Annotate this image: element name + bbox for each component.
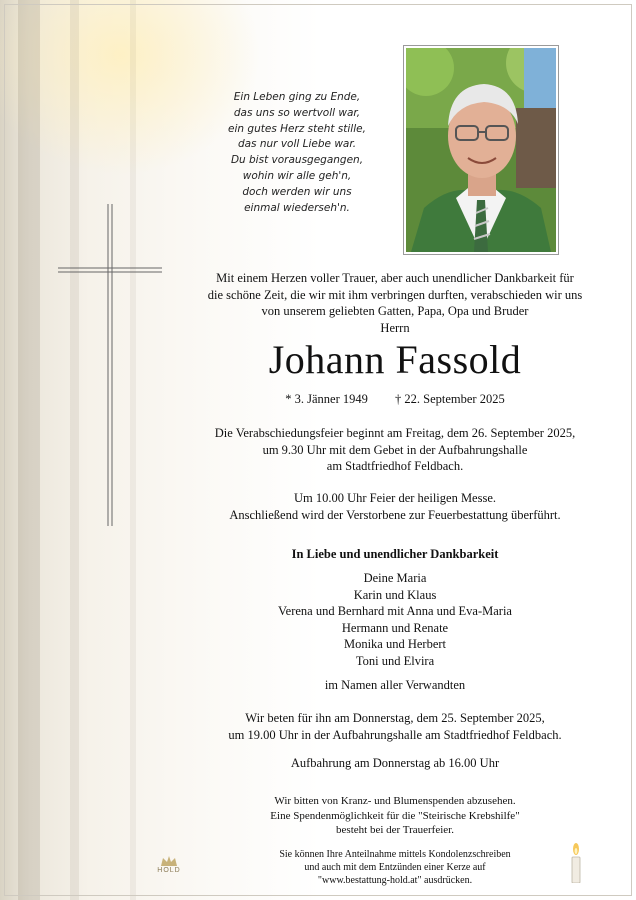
farewell-line: um 9.30 Uhr mit dem Gebet in der Aufbahrungshalle — [262, 442, 528, 457]
farewell-text — [170, 425, 620, 475]
prayer-line: um 19.00 Uhr in der Aufbahrungshalle am Stadtfriedhof Feldbach. — [228, 727, 562, 742]
condolence-line: Sie können Ihre Anteilnahme mittels Kondolenzschreiben — [279, 849, 511, 860]
mass-text — [170, 490, 620, 523]
mass-line: Um 10.00 Uhr Feier der heiligen Messe. — [293, 491, 497, 505]
prayer-line: Wir beten für ihn am Donnerstag, dem 25. September 2025, — [245, 711, 545, 725]
family-member: Toni und Elvira — [355, 653, 435, 668]
farewell-line: am Stadtfriedhof Feldbach. — [326, 459, 464, 473]
poem-line: doch werden wir uns — [242, 185, 352, 198]
mass-line: Anschließend wird der Verstorbene zur Feuerbestattung überführt. — [229, 507, 561, 522]
logo-text: HOLD — [157, 867, 181, 874]
deceased-name: Johann Fassold — [268, 337, 522, 382]
farewell-line: Die Verabschiedungsfeier beginnt am Freitag, dem 26. September 2025, — [214, 426, 576, 440]
poem-line: ein gutes Herz steht stille, — [228, 122, 366, 135]
condolence-text — [170, 848, 620, 887]
relatives-text: im Namen aller Verwandten — [324, 678, 466, 692]
love-heading: In Liebe und unendlicher Dankbarkeit — [291, 547, 499, 561]
poem-line: das nur voll Liebe war. — [237, 138, 357, 151]
poem-line: Du bist vorausgegangen, — [230, 154, 364, 167]
poem-line: wohin wir alle geh'n, — [242, 169, 352, 182]
candle-icon — [569, 843, 583, 883]
portrait-image — [406, 48, 556, 252]
donation-line: Eine Spendenmöglichkeit für die "Steirische Krebshilfe" — [270, 809, 520, 822]
poem-line: das uns so wertvoll war, — [233, 106, 361, 119]
intro-line: die schöne Zeit, die wir mit ihm verbringen durften, verabschieden wir uns — [207, 287, 583, 302]
cross-icon — [58, 204, 162, 526]
condolence-line: "www.bestattung-hold.at" ausdrücken. — [317, 875, 473, 886]
family-member: Monika und Herbert — [343, 637, 447, 651]
crown-icon — [160, 855, 178, 867]
intro-line: von unserem geliebten Gatten, Papa, Opa und Bruder — [261, 304, 529, 318]
donation-text — [170, 794, 620, 838]
intro-text — [170, 270, 620, 336]
family-member: Hermann und Renate — [341, 620, 449, 635]
family-member: Karin und Klaus — [353, 587, 437, 602]
poem-line: einmal wiederseh'n. — [244, 201, 350, 214]
prayer-text — [170, 710, 620, 743]
portrait-photo — [403, 45, 559, 255]
poem-line: Ein Leben ging zu Ende, — [233, 91, 361, 103]
family-member: Verena und Bernhard mit Anna und Eva-Maria — [278, 604, 512, 618]
intro-line: Herrn — [380, 320, 410, 335]
birth-date: * 3. Jänner 1949 — [285, 392, 368, 406]
intro-line: Mit einem Herzen voller Trauer, aber auch unendlicher Dankbarkeit für — [216, 271, 574, 285]
viewing-text: Aufbahrung am Donnerstag ab 16.00 Uhr — [290, 756, 500, 770]
life-dates — [170, 392, 620, 407]
family-list — [170, 570, 620, 669]
funeral-home-logo — [148, 855, 190, 887]
family-member: Deine Maria — [363, 571, 427, 585]
donation-line: Wir bitten von Kranz- und Blumenspenden abzusehen. — [274, 795, 516, 807]
death-date: † 22. September 2025 — [395, 392, 505, 406]
donation-line: besteht bei der Trauerfeier. — [336, 824, 454, 836]
poem — [212, 90, 382, 216]
tree-trunk-decoration — [18, 0, 40, 900]
condolence-line: und auch mit dem Entzünden einer Kerze auf — [304, 862, 486, 873]
